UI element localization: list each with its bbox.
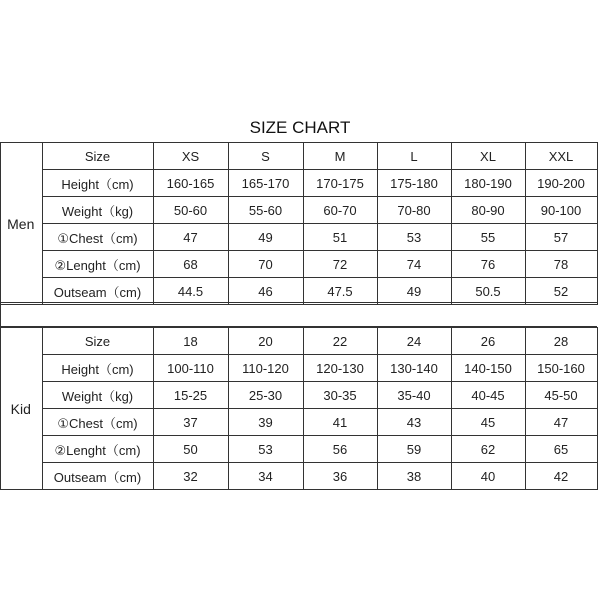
table-row [0,278,597,305]
row-label: Weight（kg) [42,197,153,224]
row-label: Size [42,143,153,170]
measurement-cell: 34 [228,463,303,490]
measurement-cell: 56 [303,436,377,463]
measurement-cell: 36 [303,463,377,490]
measurement-cell: 40-45 [451,382,525,409]
measurement-cell: 72 [303,251,377,278]
measurement-cell: 165-170 [228,170,303,197]
measurement-cell: 30-35 [303,382,377,409]
measurement-cell: 49 [377,278,451,305]
section-divider [0,302,597,327]
measurement-cell: 76 [451,251,525,278]
measurement-cell: 140-150 [451,355,525,382]
measurement-cell: 25-30 [228,382,303,409]
table-row [0,409,597,436]
measurement-cell: 43 [377,409,451,436]
size-header-cell: XS [153,143,228,170]
measurement-cell: 80-90 [451,197,525,224]
measurement-cell: 32 [153,463,228,490]
table-row [0,436,597,463]
measurement-cell: 180-190 [451,170,525,197]
size-table-men [0,142,598,305]
measurement-cell: 78 [525,251,597,278]
row-label: Height（cm) [42,170,153,197]
table-row [0,170,597,197]
table-row [0,251,597,278]
measurement-cell: 40 [451,463,525,490]
measurement-cell: 55-60 [228,197,303,224]
size-header-cell: 28 [525,328,597,355]
row-label: ①Chest（cm) [42,224,153,251]
measurement-cell: 52 [525,278,597,305]
row-label: Height（cm) [42,355,153,382]
table-row [0,355,597,382]
table-row [0,197,597,224]
table-row [0,382,597,409]
measurement-cell: 42 [525,463,597,490]
measurement-cell: 41 [303,409,377,436]
measurement-cell: 49 [228,224,303,251]
size-chart-title: SIZE CHART [249,118,351,137]
measurement-cell: 74 [377,251,451,278]
row-label: Weight（kg) [42,382,153,409]
measurement-cell: 53 [377,224,451,251]
measurement-cell: 68 [153,251,228,278]
measurement-cell: 175-180 [377,170,451,197]
row-label: ②Lenght（cm) [42,251,153,278]
table-row [0,143,597,170]
measurement-cell: 44.5 [153,278,228,305]
measurement-cell: 35-40 [377,382,451,409]
row-label: Size [42,328,153,355]
measurement-cell: 15-25 [153,382,228,409]
measurement-cell: 50 [153,436,228,463]
measurement-cell: 190-200 [525,170,597,197]
row-label: Outseam（cm) [42,463,153,490]
measurement-cell: 150-160 [525,355,597,382]
measurement-cell: 120-130 [303,355,377,382]
measurement-cell: 100-110 [153,355,228,382]
measurement-cell: 37 [153,409,228,436]
size-header-cell: XXL [525,143,597,170]
measurement-cell: 53 [228,436,303,463]
measurement-cell: 38 [377,463,451,490]
measurement-cell: 130-140 [377,355,451,382]
table-row [0,463,597,490]
measurement-cell: 59 [377,436,451,463]
row-label: Outseam（cm) [42,278,153,305]
measurement-cell: 110-120 [228,355,303,382]
group-label: Kid [0,328,42,490]
table-row [0,224,597,251]
measurement-cell: 170-175 [303,170,377,197]
measurement-cell: 65 [525,436,597,463]
measurement-cell: 51 [303,224,377,251]
measurement-cell: 47 [153,224,228,251]
measurement-cell: 90-100 [525,197,597,224]
size-table-kid [0,327,598,490]
size-header-cell: 22 [303,328,377,355]
size-header-cell: 20 [228,328,303,355]
size-header-cell: XL [451,143,525,170]
measurement-cell: 160-165 [153,170,228,197]
measurement-cell: 60-70 [303,197,377,224]
measurement-cell: 50-60 [153,197,228,224]
size-header-cell: 18 [153,328,228,355]
measurement-cell: 47 [525,409,597,436]
measurement-cell: 46 [228,278,303,305]
measurement-cell: 50.5 [451,278,525,305]
measurement-cell: 39 [228,409,303,436]
measurement-cell: 70 [228,251,303,278]
group-label: Men [0,143,42,305]
size-header-cell: 26 [451,328,525,355]
measurement-cell: 45-50 [525,382,597,409]
measurement-cell: 70-80 [377,197,451,224]
table-row [0,328,597,355]
measurement-cell: 62 [451,436,525,463]
measurement-cell: 47.5 [303,278,377,305]
size-header-cell: S [228,143,303,170]
size-header-cell: L [377,143,451,170]
size-header-cell: M [303,143,377,170]
row-label: ①Chest（cm) [42,409,153,436]
row-label: ②Lenght（cm) [42,436,153,463]
size-header-cell: 24 [377,328,451,355]
measurement-cell: 57 [525,224,597,251]
measurement-cell: 45 [451,409,525,436]
measurement-cell: 55 [451,224,525,251]
